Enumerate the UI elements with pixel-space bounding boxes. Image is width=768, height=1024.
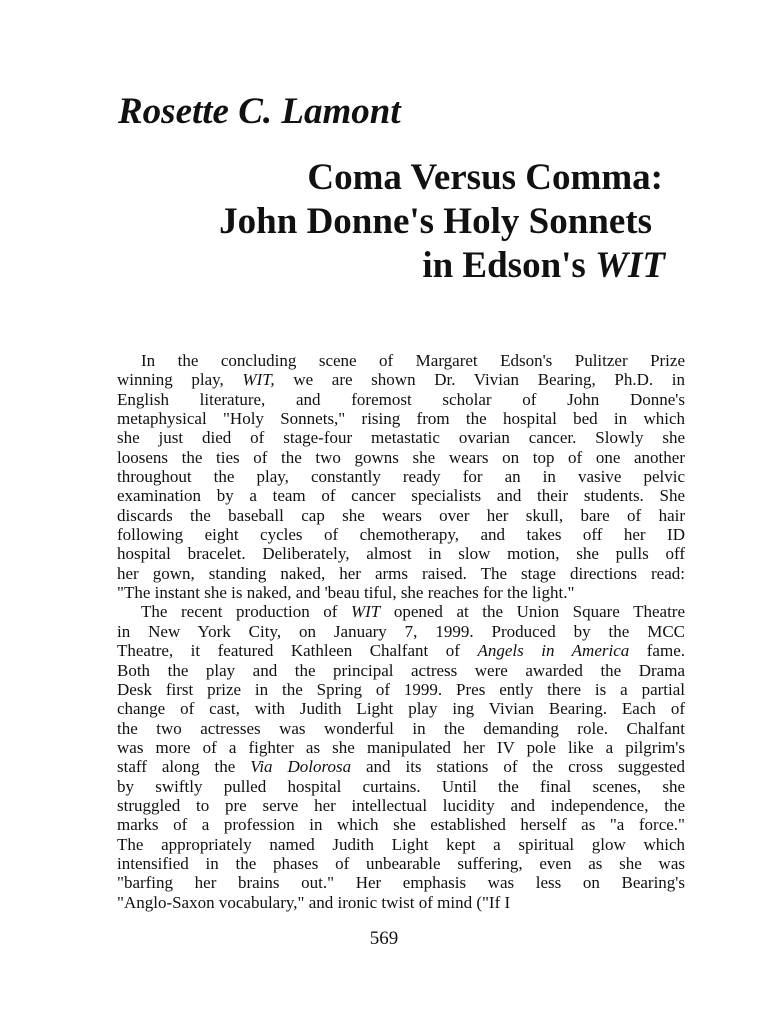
body-text: marks of a profession in which she established herself as "a force." [117, 815, 685, 835]
body-text: examination by a team of cancer specialists and their students. She [117, 486, 685, 506]
body-line [117, 390, 685, 409]
body-line [117, 661, 685, 680]
body-text: her gown, standing naked, her arms raised. The stage directions read: [117, 563, 685, 583]
article-title [110, 156, 665, 288]
body-text: Desk first prize in the Spring of 1999. Pres ently there is a partial [117, 679, 685, 699]
body-line [117, 777, 685, 796]
page-number: 569 [369, 928, 399, 949]
body-line [117, 564, 685, 583]
body-line [117, 602, 685, 621]
body-line [117, 351, 685, 370]
body-text: and its stations of the cross suggested [351, 757, 685, 777]
body-line [117, 544, 685, 563]
body-line [117, 506, 685, 525]
body-text: "The instant she is naked, and 'beau tiful, she reaches for the light." [117, 583, 575, 603]
body-text: English literature, and foremost scholar of John Donne's [117, 389, 685, 409]
body-text: change of cast, with Judith Light play ing Vivian Bearing. Each of [117, 699, 685, 719]
body-text: we are shown Dr. Vivian Bearing, Ph.D. in [274, 370, 685, 390]
title-line-3-prefix: in Edson's [422, 245, 596, 286]
title-line-2: John Donne's Holy Sonnets [219, 201, 652, 242]
body-text: in New York City, on January 7, 1999. Produced by the MCC [117, 621, 685, 641]
body-text: discards the baseball cap she wears over her skull, bare of hair [117, 505, 685, 525]
body-line [117, 738, 685, 757]
body-line [117, 448, 685, 467]
body-line [117, 467, 685, 486]
body-text: staff along the [117, 757, 251, 777]
body-text: hospital bracelet. Deliberately, almost in slow motion, she pulls off [117, 544, 685, 564]
body-italic-text: WIT [350, 602, 381, 622]
body-text: struggled to pre serve her intellectual lucidity and independence, the [117, 795, 685, 815]
title-line-3-italic: WIT [595, 245, 665, 286]
body-line [117, 893, 685, 912]
body-text: "barfing her brains out." Her emphasis was less on Bearing's [117, 873, 685, 893]
body-line [117, 699, 685, 718]
body-text: Both the play and the principal actress were awarded the Drama [117, 660, 685, 680]
article-body [117, 351, 685, 912]
body-text: the two actresses was wonderful in the demanding role. Chalfant [117, 718, 685, 738]
body-text: Theatre, it featured Kathleen Chalfant of [117, 641, 478, 661]
title-line-3 [110, 244, 665, 288]
body-line [117, 835, 685, 854]
author-name: Rosette C. Lamont [118, 91, 401, 132]
body-text: following eight cycles of chemotherapy, and takes off her ID [117, 525, 685, 545]
body-text: fame. [629, 641, 685, 661]
body-text: she just died of stage-four metastatic ovarian cancer. Slowly she [117, 428, 685, 448]
body-line [117, 409, 685, 428]
body-italic-text: WIT, [242, 370, 275, 390]
body-line [117, 757, 685, 776]
body-text: "Anglo-Saxon vocabulary," and ironic twist of mind ("If I [117, 892, 511, 912]
body-line [117, 873, 685, 892]
body-text: winning play, [117, 370, 243, 390]
body-text: loosens the ties of the two gowns she wears on top of one another [117, 447, 685, 467]
body-text: throughout the play, constantly ready for an in vasive pelvic [117, 467, 685, 487]
body-line [117, 719, 685, 738]
title-line-1: Coma Versus Comma: [307, 157, 663, 198]
body-text: was more of a fighter as she manipulated her IV pole like a pilgrim's [117, 737, 685, 757]
body-italic-text: Angels in America [477, 641, 630, 661]
body-text: by swiftly pulled hospital curtains. Until the final scenes, she [117, 776, 685, 796]
body-line [117, 622, 685, 641]
body-line [117, 370, 685, 389]
body-text: In the concluding scene of Margaret Edson's Pulitzer Prize [141, 351, 685, 370]
body-line [117, 680, 685, 699]
body-line [117, 815, 685, 834]
body-text: The recent production of [141, 602, 351, 622]
body-italic-text: Via Dolorosa [250, 757, 352, 777]
body-line [117, 486, 685, 505]
body-text: opened at the Union Square Theatre [380, 602, 686, 622]
body-line [117, 525, 685, 544]
body-line [117, 641, 685, 660]
body-line [117, 428, 685, 447]
body-text: metaphysical "Holy Sonnets," rising from the hospital bed in which [117, 409, 685, 429]
body-line [117, 583, 685, 602]
body-text: intensified in the phases of unbearable suffering, even as she was [117, 853, 685, 873]
body-text: The appropriately named Judith Light kept a spiritual glow which [117, 834, 685, 854]
body-line [117, 854, 685, 873]
body-line [117, 796, 685, 815]
